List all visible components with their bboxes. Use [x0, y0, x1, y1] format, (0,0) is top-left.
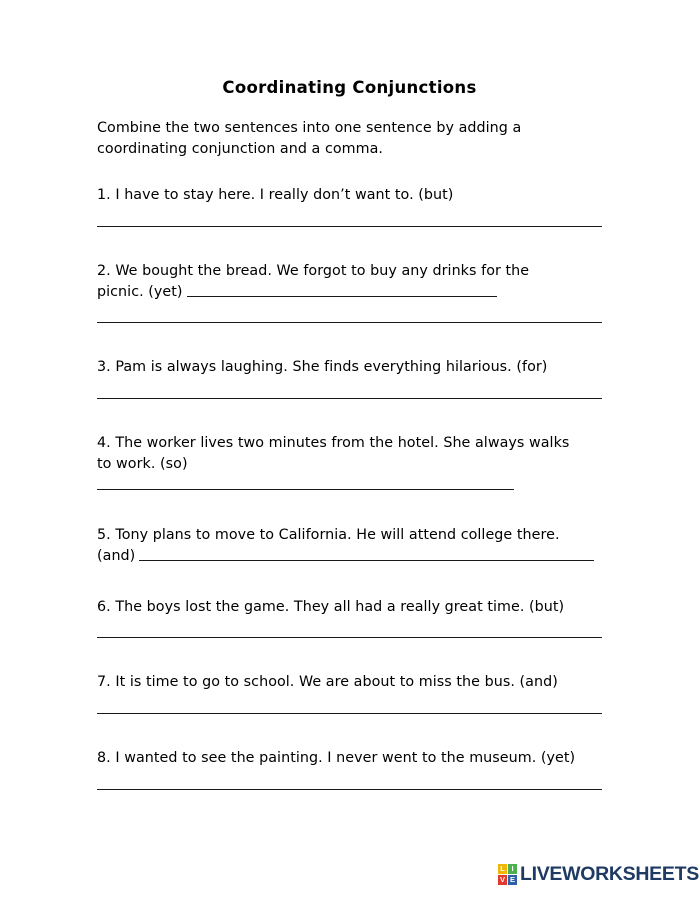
- question-item-8: [97, 748, 602, 790]
- answer-line-inline[interactable]: [187, 284, 497, 297]
- question-item-2: [97, 261, 602, 323]
- question-item-7: [97, 672, 602, 714]
- question-prompt: 3. Pam is always laughing. She finds everything hilarious. (for): [97, 359, 548, 376]
- answer-line[interactable]: [97, 637, 602, 638]
- question-prompt: 4. The worker lives two minutes from the hotel. She always walks: [97, 435, 570, 452]
- answer-line-inline[interactable]: [97, 476, 514, 489]
- question-item-6: [97, 597, 602, 639]
- question-prompt-tail: picnic. (yet): [97, 283, 183, 300]
- answer-line[interactable]: [97, 226, 602, 227]
- answer-line[interactable]: [97, 398, 602, 399]
- logo-cell-v: V: [499, 875, 505, 885]
- logo-cell-e: E: [509, 875, 515, 885]
- logo-wordmark: LIVEWORKSHEETS: [520, 862, 699, 885]
- page-title: Coordinating Conjunctions: [222, 78, 477, 97]
- answer-line-inline[interactable]: [139, 548, 594, 561]
- liveworksheets-logo: [498, 864, 699, 885]
- question-item-5: [97, 525, 602, 566]
- question-prompt: 6. The boys lost the game. They all had a really great time. (but): [97, 598, 565, 615]
- answer-line[interactable]: [97, 713, 602, 714]
- question-prompt: 2. We bought the bread. We forgot to buy any drinks for the: [97, 262, 530, 279]
- logo-cell-l: L: [498, 864, 507, 874]
- answer-line[interactable]: [97, 322, 602, 323]
- question-prompt: 5. Tony plans to move to California. He will attend college there.: [97, 527, 560, 544]
- question-prompt-continued: [97, 282, 602, 303]
- question-item-3: [97, 357, 602, 399]
- answer-line[interactable]: [97, 789, 602, 790]
- logo-cell-i: I: [508, 864, 517, 874]
- question-item-4: [97, 433, 602, 495]
- question-item-1: [97, 185, 602, 227]
- liveworksheets-logo-icon: [498, 864, 517, 885]
- question-prompt-tail: (and): [97, 547, 136, 564]
- question-prompt: 1. I have to stay here. I really don’t want to. (but): [97, 187, 454, 204]
- question-prompt-tail: to work. (so): [97, 455, 188, 472]
- instructions-text: Combine the two sentences into one sentence by adding a coordinating conjunction and a comma.: [97, 119, 522, 157]
- question-prompt-continued: [97, 454, 602, 495]
- question-prompt-continued: [97, 546, 602, 567]
- question-prompt: 8. I wanted to see the painting. I never went to the museum. (yet): [97, 750, 576, 767]
- question-prompt: 7. It is time to go to school. We are about to miss the bus. (and): [97, 674, 558, 691]
- worksheet-content: [97, 78, 602, 800]
